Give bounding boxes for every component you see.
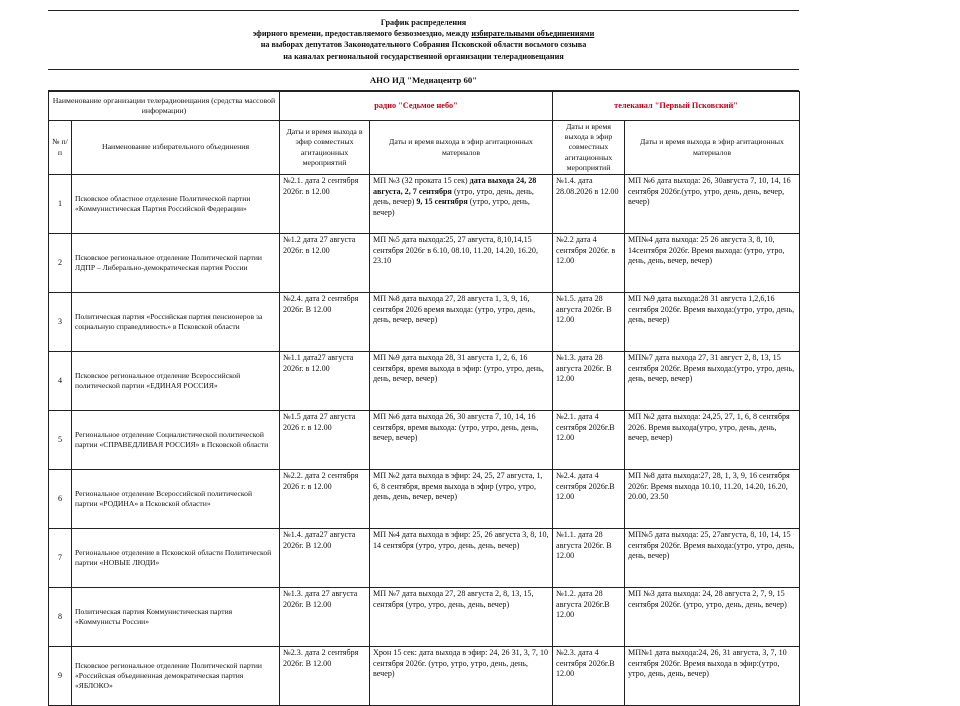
radio-joint-event: №2.3. дата 2 сентября 2026г. В 12.00: [280, 647, 370, 706]
header-tv-channel: телеканал "Первый Псковский": [553, 92, 800, 121]
tv-joint-event: №2.4. дата 4 сентября 2026г.В 12.00: [553, 470, 625, 529]
header-tv-joint-events: Даты и время выхода в эфир совместных агитационных мероприятий: [553, 121, 625, 175]
radio-joint-event: №2.2. дата 2 сентября 2026 г. в 12.00: [280, 470, 370, 529]
radio-materials: МП №3 (32 проката 15 сек) дата выхода 24, 28 августа, 2, 7 сентября (утро, утро, день, день, день, вечер) 9, 15 сентября (утро, утро, день, вечер): [370, 175, 553, 234]
header-number: № п/п: [49, 121, 72, 175]
header-party-name: Наименование избирательного объединения: [72, 121, 280, 175]
header-broadcaster-label: Наименование организации телерадиовещания (средства массовой информации): [49, 92, 280, 121]
tv-materials: МП №2 дата выхода: 24,25, 27, 1, 6, 8 сентября 2026. Время выхода(утро, утро, день, день, вечер, вечер): [625, 411, 800, 470]
radio-materials: МП №4 дата выхода в эфир: 25, 26 августа 3, 8, 10, 14 сентября (утро, утро, день, день, вечер): [370, 529, 553, 588]
party-name: Региональное отделение в Псковской области Политической партии «НОВЫЕ ЛЮДИ»: [72, 529, 280, 588]
party-name: Региональное отделение Социалистической политической партии «СПРАВЕДЛИВАЯ РОССИЯ» в Псковской области: [72, 411, 280, 470]
tv-materials: МП №9 дата выхода:28 31 августа 1,2,6,16 сентября 2026г. Время выхода:(утро, утро, день, день, вечер): [625, 293, 800, 352]
party-name: Политическая партия «Российская партия пенсионеров за социальную справедливость» в Псковской области: [72, 293, 280, 352]
title-line-1: График распределения: [380, 18, 467, 27]
radio-materials: МП №6 дата выхода 26, 30 августа 7, 10, 14, 16 сентября, время выхода: (утро, утро, день, день, вечер, вечер): [370, 411, 553, 470]
table-row: [49, 588, 800, 647]
header-radio-channel: радио "Седьмое небо": [280, 92, 553, 121]
tv-joint-event: №1.5. дата 28 августа 2026г. В 12.00: [553, 293, 625, 352]
title-line-2: эфирного времени, предоставляемого безвозмездно, между избирательными объединениями: [252, 29, 595, 39]
radio-joint-event: №2.1. дата 2 сентября 2026г. в 12.00: [280, 175, 370, 234]
tv-materials: МП№5 дата выхода: 25, 27августа, 8, 10, 14, 15 сентября 2026г. Время выхода:(утро, утро, день, день, вечер): [625, 529, 800, 588]
row-number: 8: [49, 588, 72, 647]
party-name: Региональное отделение Всероссийской политической партии «РОДИНА» в Псковской области»: [72, 470, 280, 529]
tv-joint-event: №2.2 дата 4 сентября 2026г. в 12.00: [553, 234, 625, 293]
table-row: [49, 175, 800, 234]
tv-materials: МП№1 дата выхода:24, 26, 31 августа, 3, 7, 10 сентября 2026г. Время выхода в эфир:(утро, утро, день, день, вечер): [625, 647, 800, 706]
title-line-4: на каналах региональной государственной организации телерадиовещания: [283, 51, 564, 61]
header-row-channels: [49, 92, 800, 121]
table-row: [49, 411, 800, 470]
party-name: Политическая партия Коммунистическая партия «Коммунисты России»: [72, 588, 280, 647]
tv-joint-event: №1.2. дата 28 августа 2026г.В 12.00: [553, 588, 625, 647]
radio-materials: МП №5 дата выхода:25, 27 августа, 8,10,14,15 сентября 2026г в 6.10, 08.10, 11.20, 14.20, 16.20, 23.10: [370, 234, 553, 293]
radio-joint-event: №1.3. дата 27 августа 2026г. В 12.00: [280, 588, 370, 647]
header-radio-joint-events: Даты и время выхода в эфир совместных агитационных мероприятий: [280, 121, 370, 175]
header-row-columns: [49, 121, 800, 175]
header-radio-materials: Даты и время выхода в эфир агитационных материалов: [370, 121, 553, 175]
row-number: 2: [49, 234, 72, 293]
party-name: Псковское региональное отделение Политической партии «Российская объединенная демократическая партия «ЯБЛОКО»: [72, 647, 280, 706]
party-name: Псковское областное отделение Политической партии «Коммунистическая Партия Российской Федерации»: [72, 175, 280, 234]
table-row: [49, 234, 800, 293]
party-name: Псковское региональное отделение Политической партии ЛДПР – Либерально-демократическая партия России: [72, 234, 280, 293]
row-number: 4: [49, 352, 72, 411]
radio-joint-event: №1.2 дата 27 августа 2026г. в 12.00: [280, 234, 370, 293]
title-line-3: на выборах депутатов Законодательного Собрания Псковской области восьмого созыва: [260, 40, 587, 50]
party-name: Псковское региональное отделение Всероссийской политической партии «ЕДИНАЯ РОССИЯ»: [72, 352, 280, 411]
tv-materials: МП №8 дата выхода:27, 28, 1, 3, 9, 16 сентября 2026г. Время выхода 10.10, 11.20, 14.20, 16.20, 20.00, 23.50: [625, 470, 800, 529]
tv-joint-event: №2.3. дата 4 сентября 2026г.В 12.00: [553, 647, 625, 706]
radio-materials: МП №8 дата выхода 27, 28 августа 1, 3, 9, 16, сентября 2026 время выхода: (утро, утро, день, день, вечер, вечер): [370, 293, 553, 352]
radio-joint-event: №1.1 дата27 августа 2026г. в 12.00: [280, 352, 370, 411]
radio-joint-event: №2.4. дата 2 сентября 2026г. В 12.00: [280, 293, 370, 352]
table-row: [49, 647, 800, 706]
row-number: 1: [49, 175, 72, 234]
radio-materials: МП №7 дата выхода 27, 28 августа 2, 8, 13, 15, сентября (утро, утро, день, день, вечер): [370, 588, 553, 647]
row-number: 9: [49, 647, 72, 706]
radio-joint-event: №1.5 дата 27 августа 2026 г. в 12.00: [280, 411, 370, 470]
tv-joint-event: №1.1. дата 28 августа 2026г. В 12.00: [553, 529, 625, 588]
table-row: [49, 529, 800, 588]
table-row: [49, 352, 800, 411]
radio-materials: МП №9 дата выхода 28, 31 августа 1, 2, 6, 16 сентября, время выхода в эфир: (утро, утро, день, день, вечер, вечер): [370, 352, 553, 411]
tv-materials: МП№4 дата выхода: 25 26 августа 3, 8, 10, 14сентября 2026г. Время выхода: (утро, утро, день, день, вечер, вечер): [625, 234, 800, 293]
table-row: [49, 470, 800, 529]
media-organization-name: АНО ИД "Медиацентр 60": [48, 70, 799, 91]
tv-joint-event: №2.1. дата 4 сентября 2026г.В 12.00: [553, 411, 625, 470]
radio-materials: МП №2 дата выхода в эфир: 24, 25, 27 августа, 1, 6, 8 сентября, время выхода в эфир (утро, утро, день, день, вечер, вечер): [370, 470, 553, 529]
radio-joint-event: №1.4. дата27 августа 2026г. В 12.00: [280, 529, 370, 588]
tv-joint-event: №1.3. дата 28 августа 2026г. В 12.00: [553, 352, 625, 411]
table-row: [49, 293, 800, 352]
document-title: [48, 10, 799, 70]
tv-materials: МП№7 дата выхода 27, 31 август 2, 8, 13, 15 сентября 2026г. Время выхода:(утро, утро, день, день, вечер, вечер): [625, 352, 800, 411]
row-number: 6: [49, 470, 72, 529]
row-number: 3: [49, 293, 72, 352]
document-sheet: [48, 10, 799, 706]
tv-joint-event: №1.4. дата 28.08.2026 в 12.00: [553, 175, 625, 234]
tv-materials: МП №6 дата выхода: 26, 30августа 7, 10, 14, 16 сентября 2026г.(утро, утро, день, день, вечер, вечер): [625, 175, 800, 234]
schedule-table: [48, 91, 800, 706]
tv-materials: МП №3 дата выхода: 24, 28 августа 2, 7, 9, 15 сентября 2026г. (утро, утро, день, день, вечер): [625, 588, 800, 647]
header-tv-materials: Даты и время выхода в эфир агитационных материалов: [625, 121, 800, 175]
row-number: 7: [49, 529, 72, 588]
radio-materials: Хрон 15 сек: дата выхода в эфир: 24, 26 31, 3, 7, 10 сентября 2026г. (утро, утро, утро, день, день, вечер): [370, 647, 553, 706]
row-number: 5: [49, 411, 72, 470]
